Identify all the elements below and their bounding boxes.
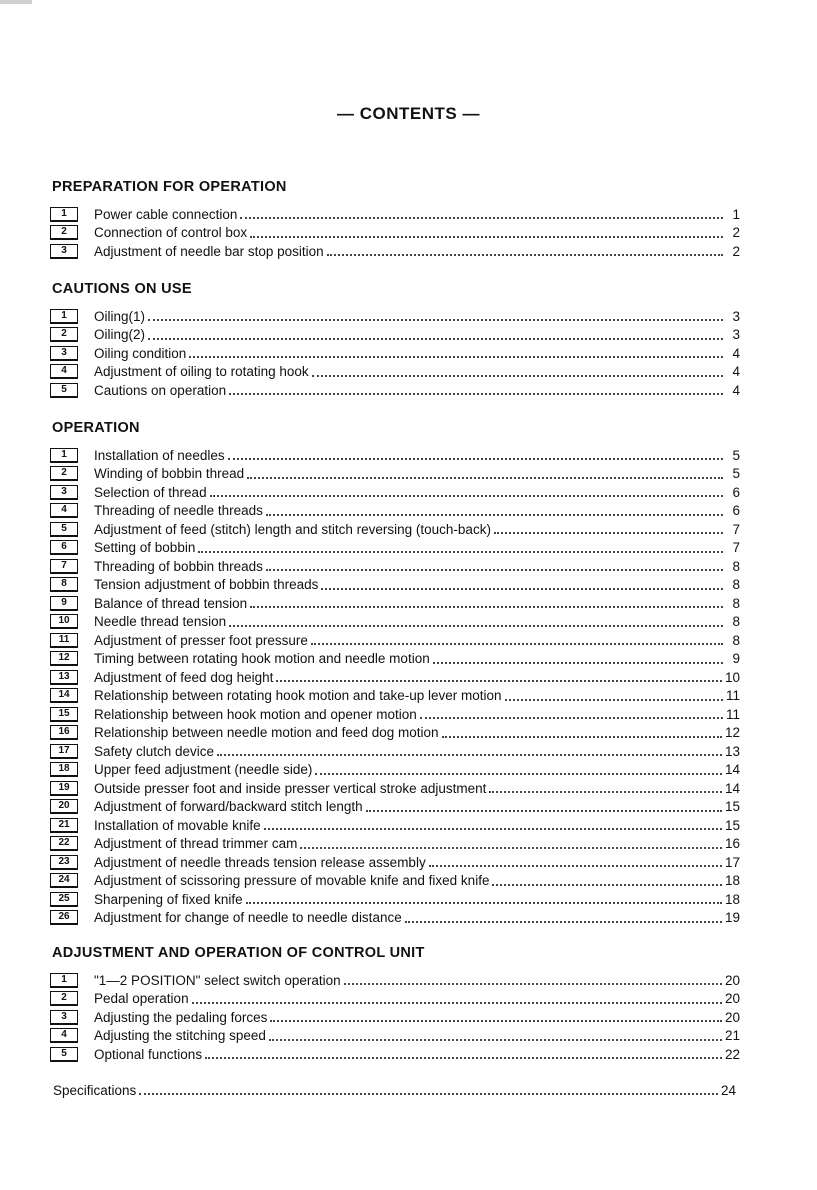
entry-number: 19 xyxy=(50,781,78,796)
entry-number: 16 xyxy=(50,725,78,740)
entry-page-number: 16 xyxy=(724,836,740,852)
entry-page-number: 18 xyxy=(724,891,740,907)
entry-page-number: 4 xyxy=(732,364,740,380)
dot-leader xyxy=(250,236,723,238)
entry-number: 25 xyxy=(50,892,78,907)
toc-entry[interactable] xyxy=(50,1008,740,1027)
entry-title: "1—2 POSITION" select switch operation xyxy=(94,972,341,988)
dot-leader xyxy=(311,643,723,645)
entry-number: 2 xyxy=(50,991,78,1006)
entry-title: Oiling condition xyxy=(94,345,187,361)
dot-leader xyxy=(366,810,722,812)
entry-title: Adjustment of forward/backward stitch length xyxy=(94,799,363,815)
entry-page-number: 15 xyxy=(724,799,740,815)
toc-entry[interactable] xyxy=(50,890,740,909)
entry-title: Cautions on operation xyxy=(94,382,227,398)
entry-number: 14 xyxy=(50,688,78,703)
entry-page-number: 11 xyxy=(725,706,740,722)
entry-title: Relationship between needle motion and feed dog motion xyxy=(94,725,439,741)
entry-page-number: 13 xyxy=(724,743,740,759)
entry-page-number: 8 xyxy=(732,614,740,630)
entry-title: Relationship between rotating hook motion and take-up lever motion xyxy=(94,688,502,704)
entry-page-number: 14 xyxy=(724,780,740,796)
dot-leader xyxy=(315,773,722,775)
entry-number: 15 xyxy=(50,707,78,722)
toc-entry[interactable] xyxy=(50,909,740,928)
entry-title: Outside presser foot and inside presser vertical stroke adjustment xyxy=(94,780,487,796)
entry-page-number: 17 xyxy=(724,854,740,870)
entry-number: 6 xyxy=(50,540,78,555)
entry-title: Installation of movable knife xyxy=(94,817,261,833)
section-cautions xyxy=(50,280,740,400)
dot-leader xyxy=(264,828,722,830)
entry-title: Timing between rotating hook motion and needle motion xyxy=(94,651,430,667)
entry-title: Adjusting the stitching speed xyxy=(94,1028,266,1044)
dot-leader xyxy=(217,754,722,756)
entry-number: 12 xyxy=(50,651,78,666)
entry-number: 26 xyxy=(50,910,78,925)
toc-entry[interactable] xyxy=(50,687,740,706)
entry-page-number: 5 xyxy=(732,466,740,482)
dot-leader xyxy=(269,1039,722,1041)
dot-leader xyxy=(442,736,722,738)
toc-entry[interactable] xyxy=(50,668,740,687)
entry-title: Connection of control box xyxy=(94,225,248,241)
toc-entry[interactable] xyxy=(50,724,740,743)
toc-entry[interactable] xyxy=(50,224,740,243)
entry-number: 3 xyxy=(50,485,78,500)
toc-entry[interactable] xyxy=(50,990,740,1009)
entry-title: Adjustment of thread trimmer cam xyxy=(94,836,298,852)
entry-page-number: 14 xyxy=(724,762,740,778)
entry-title: Upper feed adjustment (needle side) xyxy=(94,762,313,778)
toc-entry[interactable] xyxy=(50,761,740,780)
toc-entry[interactable] xyxy=(50,344,740,363)
entry-page-number: 8 xyxy=(732,595,740,611)
entry-page-number: 5 xyxy=(732,447,740,463)
toc-entry[interactable] xyxy=(50,205,740,224)
entry-page-number: 2 xyxy=(732,243,740,259)
entry-title: Balance of thread tension xyxy=(94,595,248,611)
toc-entry[interactable] xyxy=(50,594,740,613)
toc-entry[interactable] xyxy=(50,650,740,669)
entry-page-number: 9 xyxy=(732,651,740,667)
entry-number: 23 xyxy=(50,855,78,870)
toc-entry[interactable] xyxy=(50,1045,740,1064)
toc-entry[interactable] xyxy=(50,779,740,798)
entry-page-number: 2 xyxy=(732,225,740,241)
dot-leader xyxy=(205,1057,722,1059)
dot-leader xyxy=(148,338,723,340)
section-heading: PREPARATION FOR OPERATION xyxy=(52,179,287,195)
section-heading: CAUTIONS ON USE xyxy=(52,281,192,297)
entry-page-number: 19 xyxy=(724,910,740,926)
entry-number: 1 xyxy=(50,207,78,222)
entry-number: 13 xyxy=(50,670,78,685)
toc-entry-specifications[interactable] xyxy=(53,1081,736,1100)
entry-page-number: 11 xyxy=(725,688,740,704)
toc-entry[interactable] xyxy=(50,613,740,632)
entry-title: Needle thread tension xyxy=(94,614,227,630)
entry-number: 2 xyxy=(50,225,78,240)
dot-leader xyxy=(492,884,722,886)
entry-title: Power cable connection xyxy=(94,206,238,222)
toc-entry[interactable] xyxy=(50,1027,740,1046)
toc-entry[interactable] xyxy=(50,742,740,761)
dot-leader xyxy=(210,495,723,497)
entry-number: 22 xyxy=(50,836,78,851)
entry-page-number: 15 xyxy=(724,817,740,833)
entry-number: 3 xyxy=(50,346,78,361)
dot-leader xyxy=(300,847,722,849)
dot-leader xyxy=(228,458,723,460)
dot-leader xyxy=(312,375,723,377)
entry-number: 2 xyxy=(50,327,78,342)
entry-title: Adjustment of scissoring pressure of movable knife and fixed knife xyxy=(94,873,490,889)
dot-leader xyxy=(250,606,723,608)
entry-page-number: 24 xyxy=(720,1082,736,1098)
entry-number: 8 xyxy=(50,577,78,592)
entry-page-number: 7 xyxy=(732,521,740,537)
entry-title: Adjusting the pedaling forces xyxy=(94,1009,268,1025)
entry-number: 1 xyxy=(50,309,78,324)
dot-leader xyxy=(344,983,722,985)
entry-page-number: 12 xyxy=(724,725,740,741)
toc-entry[interactable] xyxy=(50,446,740,465)
dot-leader xyxy=(420,717,723,719)
dot-leader xyxy=(489,791,722,793)
entry-number: 1 xyxy=(50,973,78,988)
entry-title: Winding of bobbin thread xyxy=(94,466,245,482)
entry-title: Optional functions xyxy=(94,1046,203,1062)
entry-title: Adjustment for change of needle to needle distance xyxy=(94,910,402,926)
entry-page-number: 18 xyxy=(724,873,740,889)
scan-artifact xyxy=(0,0,32,4)
entry-number: 11 xyxy=(50,633,78,648)
toc-entry[interactable] xyxy=(50,798,740,817)
toc-entry[interactable] xyxy=(50,557,740,576)
section-heading: OPERATION xyxy=(52,420,140,436)
dot-leader xyxy=(327,254,723,256)
entry-page-number: 20 xyxy=(724,972,740,988)
dot-leader xyxy=(247,477,723,479)
dot-leader xyxy=(198,551,723,553)
toc-entry[interactable] xyxy=(50,539,740,558)
dot-leader xyxy=(246,902,722,904)
entry-number: 5 xyxy=(50,1047,78,1062)
entry-number: 4 xyxy=(50,1028,78,1043)
dot-leader xyxy=(433,662,723,664)
entry-number: 2 xyxy=(50,466,78,481)
page-title: — CONTENTS — xyxy=(337,104,480,123)
entry-number: 5 xyxy=(50,522,78,537)
toc-entry[interactable] xyxy=(50,631,740,650)
entry-page-number: 20 xyxy=(724,1009,740,1025)
toc-entry[interactable] xyxy=(50,971,740,990)
entry-title: Sharpening of fixed knife xyxy=(94,891,243,907)
entry-number: 9 xyxy=(50,596,78,611)
entry-page-number: 3 xyxy=(732,308,740,324)
dot-leader xyxy=(276,680,722,682)
entry-title: Specifications xyxy=(53,1082,137,1098)
entry-page-number: 8 xyxy=(732,558,740,574)
entry-title: Adjustment of needle bar stop position xyxy=(94,243,324,259)
entry-page-number: 21 xyxy=(724,1028,740,1044)
entry-title: Oiling(2) xyxy=(94,327,146,343)
entry-number: 1 xyxy=(50,448,78,463)
entry-title: Threading of needle threads xyxy=(94,503,263,519)
entry-number: 7 xyxy=(50,559,78,574)
section-control-unit xyxy=(50,944,740,1064)
dot-leader xyxy=(229,393,723,395)
entry-number: 5 xyxy=(50,383,78,398)
entry-title: Relationship between hook motion and opener motion xyxy=(94,706,417,722)
dot-leader xyxy=(139,1093,718,1095)
entry-page-number: 1 xyxy=(732,206,740,222)
entry-title: Oiling(1) xyxy=(94,308,146,324)
entry-title: Adjustment of presser foot pressure xyxy=(94,632,308,648)
toc-entry[interactable] xyxy=(50,307,740,326)
entry-title: Installation of needles xyxy=(94,447,225,463)
dot-leader xyxy=(270,1020,722,1022)
section-heading: ADJUSTMENT AND OPERATION OF CONTROL UNIT xyxy=(52,945,425,961)
toc-entry[interactable] xyxy=(50,465,740,484)
toc-entry[interactable] xyxy=(50,576,740,595)
entry-number: 4 xyxy=(50,364,78,379)
entry-number: 3 xyxy=(50,1010,78,1025)
entry-number: 3 xyxy=(50,244,78,259)
toc-entry[interactable] xyxy=(50,520,740,539)
entry-title: Setting of bobbin xyxy=(94,540,196,556)
entry-title: Adjustment of feed dog height xyxy=(94,669,274,685)
dot-leader xyxy=(494,532,723,534)
dot-leader xyxy=(189,356,723,358)
dot-leader xyxy=(229,625,723,627)
dot-leader xyxy=(266,569,723,571)
entry-page-number: 6 xyxy=(732,484,740,500)
entry-title: Tension adjustment of bobbin threads xyxy=(94,577,319,593)
toc-entry[interactable] xyxy=(50,853,740,872)
toc-entry[interactable] xyxy=(50,242,740,261)
entry-page-number: 3 xyxy=(732,327,740,343)
dot-leader xyxy=(429,865,722,867)
dot-leader xyxy=(505,699,723,701)
entry-page-number: 4 xyxy=(732,345,740,361)
dot-leader xyxy=(321,588,723,590)
entry-page-number: 8 xyxy=(732,577,740,593)
toc-entry[interactable] xyxy=(50,502,740,521)
dot-leader xyxy=(240,217,723,219)
entry-page-number: 6 xyxy=(732,503,740,519)
toc-entry[interactable] xyxy=(50,326,740,345)
entry-title: Adjustment of feed (stitch) length and stitch reversing (touch-back) xyxy=(94,521,491,537)
entry-title: Adjustment of oiling to rotating hook xyxy=(94,364,309,380)
toc-entry[interactable] xyxy=(50,705,740,724)
toc-entry[interactable] xyxy=(50,381,740,400)
toc-entry[interactable] xyxy=(50,483,740,502)
dot-leader xyxy=(405,921,722,923)
entry-number: 10 xyxy=(50,614,78,629)
dot-leader xyxy=(192,1002,722,1004)
entry-page-number: 4 xyxy=(732,382,740,398)
entry-page-number: 20 xyxy=(724,991,740,1007)
toc-entry[interactable] xyxy=(50,872,740,891)
section-operation xyxy=(50,419,740,927)
entry-page-number: 7 xyxy=(732,540,740,556)
entry-number: 18 xyxy=(50,762,78,777)
entry-number: 4 xyxy=(50,503,78,518)
entry-title: Safety clutch device xyxy=(94,743,215,759)
entry-number: 21 xyxy=(50,818,78,833)
entry-title: Pedal operation xyxy=(94,991,189,1007)
entry-number: 20 xyxy=(50,799,78,814)
toc-entry[interactable] xyxy=(50,816,740,835)
entry-page-number: 22 xyxy=(724,1046,740,1062)
entry-number: 24 xyxy=(50,873,78,888)
entry-page-number: 10 xyxy=(724,669,740,685)
dot-leader xyxy=(266,514,723,516)
section-preparation xyxy=(50,178,740,261)
toc-entry[interactable] xyxy=(50,835,740,854)
entry-title: Adjustment of needle threads tension release assembly xyxy=(94,854,426,870)
entry-number: 17 xyxy=(50,744,78,759)
entry-page-number: 8 xyxy=(732,632,740,648)
dot-leader xyxy=(148,319,723,321)
entry-title: Selection of thread xyxy=(94,484,207,500)
entry-title: Threading of bobbin threads xyxy=(94,558,263,574)
toc-entry[interactable] xyxy=(50,363,740,382)
